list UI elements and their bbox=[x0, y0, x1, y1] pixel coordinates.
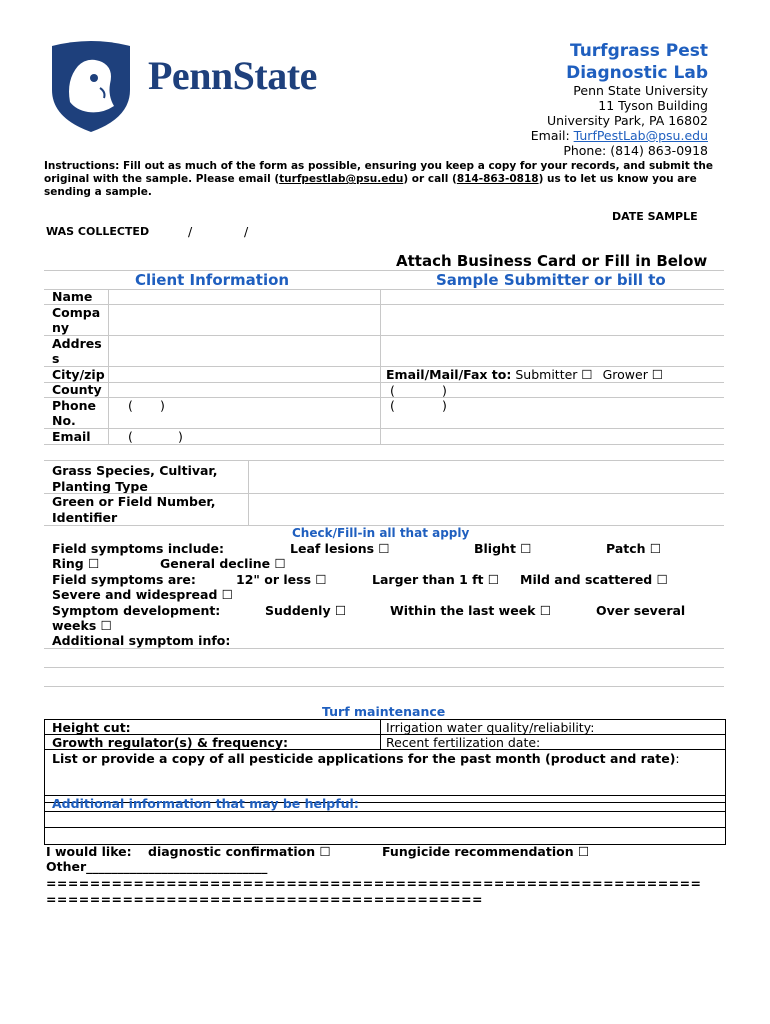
grass-labels bbox=[52, 463, 218, 525]
submitter-phone-paren-close: ) bbox=[442, 383, 447, 398]
lab-title bbox=[566, 40, 708, 84]
address-label-a: Addres bbox=[52, 335, 102, 351]
additional-info-heading: Additional information that may be helpful: bbox=[52, 796, 359, 811]
ring-checkbox[interactable]: Ring ☐ bbox=[52, 556, 100, 571]
row-line bbox=[44, 382, 724, 383]
blight-checkbox[interactable]: Blight ☐ bbox=[474, 541, 532, 556]
fungicide-recommendation-checkbox[interactable]: Fungicide recommendation ☐ bbox=[382, 844, 590, 859]
send-grower-checkbox[interactable]: Grower ☐ bbox=[602, 367, 664, 382]
phone-label-b: No. bbox=[52, 413, 76, 428]
row-line bbox=[44, 460, 724, 461]
row-line bbox=[44, 397, 724, 398]
i-would-like-label: I would like: bbox=[46, 844, 132, 859]
field-label-b: Identifier bbox=[52, 509, 118, 525]
client-phone-paren-open: ( bbox=[128, 398, 133, 413]
general-decline-checkbox[interactable]: General decline ☐ bbox=[160, 556, 286, 571]
large-checkbox[interactable]: Larger than 1 ft ☐ bbox=[372, 572, 500, 587]
additional-info-field[interactable] bbox=[46, 812, 722, 842]
additional-symptom-field[interactable] bbox=[44, 649, 724, 686]
client-info-heading: Client Information bbox=[135, 271, 290, 289]
field-number-field[interactable] bbox=[250, 495, 720, 525]
send-label: Email/Mail/Fax to: bbox=[386, 367, 512, 382]
date-slash-2[interactable]: / bbox=[244, 224, 249, 239]
lab-title-line2: Diagnostic Lab bbox=[566, 63, 708, 83]
city: University Park, PA 16802 bbox=[546, 113, 708, 128]
row-line bbox=[44, 428, 724, 429]
instructions-phone: 814-863-0818 bbox=[456, 173, 539, 185]
client-email-paren-close: ) bbox=[178, 429, 183, 444]
phone-label-a: Phone bbox=[52, 397, 97, 413]
county-label: County bbox=[52, 382, 102, 397]
row-line bbox=[44, 686, 724, 687]
date-label-2: WAS COLLECTED bbox=[46, 225, 150, 238]
growth-regulator-label[interactable]: Growth regulator(s) & frequency: bbox=[52, 735, 289, 750]
patch-checkbox[interactable]: Patch ☐ bbox=[606, 541, 662, 556]
submitter-fax-paren-open: ( bbox=[390, 398, 395, 413]
field-symptoms-are-label: Field symptoms are: bbox=[52, 572, 196, 587]
email-label: Email: bbox=[530, 128, 574, 143]
symptom-development-label: Symptom development: bbox=[52, 603, 221, 618]
client-email-paren-open: ( bbox=[128, 429, 133, 444]
weeks-checkbox[interactable]: weeks ☐ bbox=[52, 618, 112, 633]
submitter-phone-paren-open: ( bbox=[390, 383, 395, 398]
over-several-label[interactable]: Over several bbox=[596, 603, 686, 618]
submitter-field[interactable] bbox=[382, 290, 722, 366]
field-symptoms-include-label: Field symptoms include: bbox=[52, 541, 225, 556]
other-field[interactable]: Other_____________________________ bbox=[46, 859, 268, 874]
column-divider bbox=[380, 719, 381, 749]
suddenly-checkbox[interactable]: Suddenly ☐ bbox=[265, 603, 347, 618]
submitter-fax-paren-close: ) bbox=[442, 398, 447, 413]
penn-state-shield-icon bbox=[48, 40, 134, 132]
instructions-email: turfpestlab@psu.edu bbox=[279, 173, 404, 185]
field-label-a: Green or Field Number, bbox=[52, 494, 216, 509]
row-line bbox=[44, 493, 724, 494]
fertilization-label[interactable]: Recent fertilization date: bbox=[386, 735, 541, 750]
instructions-text-1: Instructions: Fill out as much of the form as possible, ensuring you keep a copy for your records, and submit the original with the sample. Please email ( bbox=[44, 160, 714, 185]
severe-checkbox[interactable]: Severe and widespread ☐ bbox=[52, 587, 233, 602]
date-slash-1[interactable]: / bbox=[188, 224, 193, 239]
cityzip-label: City/zip bbox=[52, 366, 105, 382]
send-to bbox=[386, 367, 663, 382]
instructions-text-3: ) us to let us know you are sending a sample. bbox=[44, 173, 697, 198]
send-submitter-checkbox[interactable]: Submitter ☐ bbox=[511, 367, 593, 382]
irrigation-label[interactable]: Irrigation water quality/reliability: bbox=[386, 720, 595, 735]
symptoms-heading: Check/Fill-in all that apply bbox=[292, 526, 470, 540]
separator-line-1: ============================================================ bbox=[46, 876, 702, 891]
lab-email bbox=[531, 128, 708, 143]
name-label: Name bbox=[52, 289, 93, 304]
date-label-1: DATE SAMPLE bbox=[612, 210, 698, 223]
small-checkbox[interactable]: 12" or less ☐ bbox=[236, 572, 327, 587]
height-cut-label[interactable]: Height cut: bbox=[52, 720, 131, 735]
email-label: Email bbox=[52, 428, 91, 444]
lab-email-link[interactable]: TurfPestLab@psu.edu bbox=[573, 128, 708, 143]
turf-heading: Turf maintenance bbox=[322, 704, 446, 719]
penn-state-wordmark: PennState bbox=[148, 53, 317, 98]
client-name-field[interactable] bbox=[110, 290, 378, 304]
university: Penn State University bbox=[573, 83, 708, 98]
pesticide-label[interactable] bbox=[52, 751, 680, 766]
address-label-b: s bbox=[52, 351, 60, 366]
species-field[interactable] bbox=[250, 462, 720, 492]
lab-phone: Phone: (814) 863-0918 bbox=[563, 143, 708, 158]
mild-checkbox[interactable]: Mild and scattered ☐ bbox=[520, 572, 668, 587]
company-label-b: ny bbox=[52, 320, 70, 335]
building: 11 Tyson Building bbox=[598, 98, 708, 113]
logo bbox=[44, 40, 344, 135]
attach-heading: Attach Business Card or Fill in Below bbox=[396, 252, 708, 270]
separator-line-2: ======================================== bbox=[46, 892, 483, 907]
instructions bbox=[44, 160, 734, 199]
client-phone-paren-close: ) bbox=[160, 398, 165, 413]
species-label-b: Planting Type bbox=[52, 478, 148, 494]
diagnostic-confirmation-checkbox[interactable]: diagnostic confirmation ☐ bbox=[148, 844, 331, 859]
instructions-text-2: ) or call ( bbox=[403, 173, 457, 185]
pesticide-colon: : bbox=[675, 751, 680, 766]
leaf-lesions-checkbox[interactable]: Leaf lesions ☐ bbox=[290, 541, 390, 556]
submitter-heading: Sample Submitter or bill to bbox=[436, 271, 666, 289]
species-label-a: Grass Species, Cultivar, bbox=[52, 463, 218, 478]
company-label-a: Compa bbox=[52, 304, 101, 320]
lab-title-line1: Turfgrass Pest bbox=[569, 41, 708, 61]
additional-symptom-label: Additional symptom info: bbox=[52, 633, 231, 648]
lab-address bbox=[531, 83, 708, 158]
last-week-checkbox[interactable]: Within the last week ☐ bbox=[390, 603, 552, 618]
row-line bbox=[44, 444, 724, 445]
pesticide-text: List or provide a copy of all pesticide applications for the past month (product and rate) bbox=[52, 751, 676, 766]
